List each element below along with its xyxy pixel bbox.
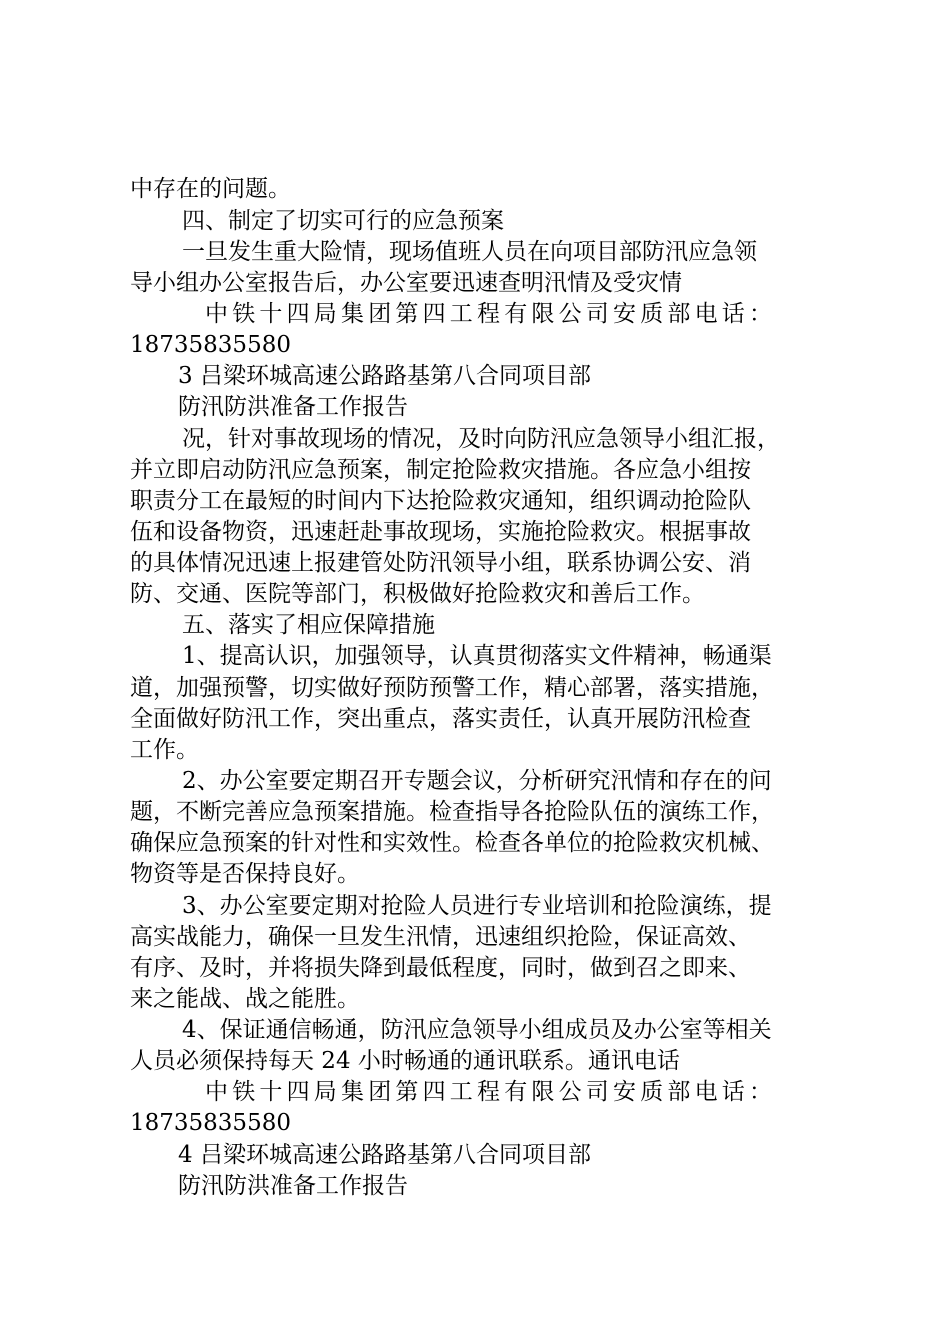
- text-line: 1、提高认识，加强领导，认真贯彻落实文件精神，畅通渠: [182, 643, 772, 669]
- text-line: 高实战能力，确保一旦发生汛情，迅速组织抢险，保证高效、: [130, 924, 751, 950]
- text-line: 况，针对事故现场的情况，及时向防汛应急领导小组汇报，: [182, 426, 780, 452]
- footer-project-name: 4 吕梁环城高速公路路基第八合同项目部: [178, 1142, 591, 1168]
- text-line: 并立即启动防汛应急预案，制定抢险救灾措施。各应急小组按: [130, 457, 751, 483]
- footer-report-title: 防汛防洪准备工作报告: [178, 1173, 408, 1199]
- footer-phone-number: 18735835580: [130, 332, 291, 358]
- text-line: 确保应急预案的针对性和实效性。检查各单位的抢险救灾机械、: [130, 830, 774, 856]
- text-line: 4、保证通信畅通，防汛应急领导小组成员及办公室等相关: [182, 1017, 772, 1043]
- text-line: 职责分工在最短的时间内下达抢险救灾通知，组织调动抢险队: [130, 488, 751, 514]
- section-heading: 四、制定了切实可行的应急预案: [182, 208, 504, 234]
- text-line: 工作。: [130, 737, 199, 763]
- text-line: 道，加强预警，切实做好预防预警工作，精心部署，落实措施，: [130, 675, 774, 701]
- footer-project-name: 3 吕梁环城高速公路路基第八合同项目部: [178, 363, 591, 389]
- text-line: 来之能战、战之能胜。: [130, 986, 360, 1012]
- footer-company-phone-label: 中铁十四局集团第四工程有限公司安质部电话：: [205, 1079, 777, 1105]
- text-line: 人员必须保持每天 24 小时畅通的通讯联系。通讯电话: [130, 1048, 680, 1074]
- text-line: 有序、及时，并将损失降到最低程度，同时，做到召之即来、: [130, 955, 751, 981]
- text-line: 伍和设备物资，迅速赶赴事故现场，实施抢险救灾。根据事故: [130, 519, 751, 545]
- text-line: 一旦发生重大险情，现场值班人员在向项目部防汛应急领: [182, 239, 757, 265]
- text-line: 防、交通、医院等部门，积极做好抢险救灾和善后工作。: [130, 581, 705, 607]
- text-line: 的具体情况迅速上报建管处防汛领导小组，联系协调公安、消: [130, 550, 751, 576]
- footer-phone-number: 18735835580: [130, 1110, 291, 1136]
- text-line: 物资等是否保持良好。: [130, 861, 360, 887]
- text-line: 中存在的问题。: [130, 176, 291, 202]
- text-line: 题，不断完善应急预案措施。检查指导各抢险队伍的演练工作，: [130, 799, 774, 825]
- footer-company-phone-label: 中铁十四局集团第四工程有限公司安质部电话：: [205, 301, 777, 327]
- footer-report-title: 防汛防洪准备工作报告: [178, 394, 408, 420]
- text-line: 全面做好防汛工作，突出重点，落实责任，认真开展防汛检查: [130, 706, 751, 732]
- text-line: 2、办公室要定期召开专题会议，分析研究汛情和存在的问: [182, 768, 772, 794]
- section-heading: 五、落实了相应保障措施: [182, 612, 435, 638]
- text-line: 导小组办公室报告后，办公室要迅速查明汛情及受灾情: [130, 270, 682, 296]
- text-line: 3、办公室要定期对抢险人员进行专业培训和抢险演练，提: [182, 893, 772, 919]
